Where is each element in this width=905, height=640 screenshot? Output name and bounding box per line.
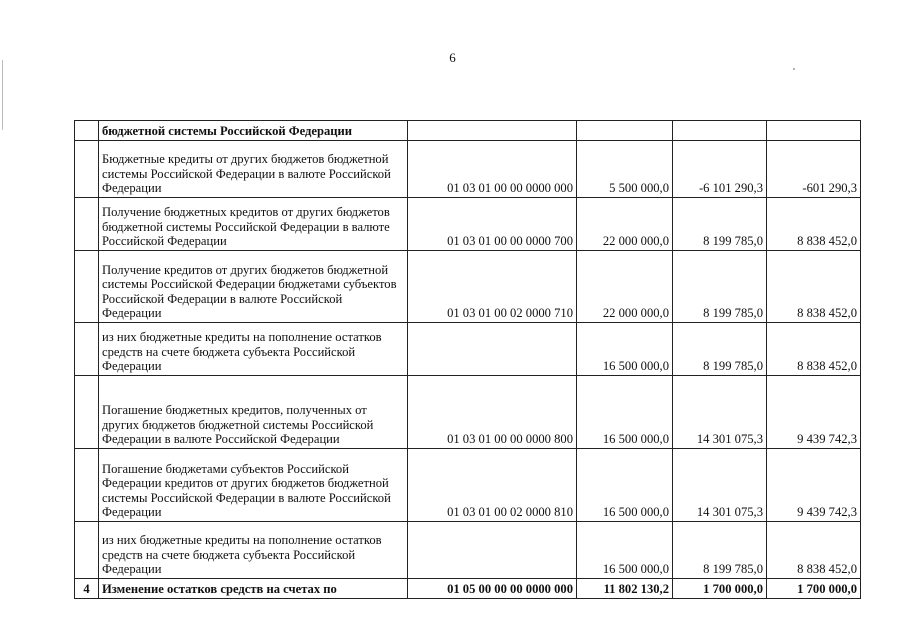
- amount-year3-cell: 9 439 742,3: [767, 449, 861, 522]
- table-row: [75, 323, 861, 376]
- budget-code-cell: [408, 323, 577, 376]
- budget-code-cell: [408, 522, 577, 579]
- budget-code-cell: 01 05 00 00 00 0000 000: [408, 579, 577, 599]
- amount-year1-cell: 16 500 000,0: [577, 449, 673, 522]
- description-cell: Погашение бюджетных кредитов, полученных от других бюджетов бюджетной системы Российской Федерации в валюте Российской Федерации: [99, 376, 408, 449]
- budget-code-cell: [408, 121, 577, 141]
- amount-year2-cell: -6 101 290,3: [673, 141, 767, 198]
- budget-code-cell: 01 03 01 00 00 0000 000: [408, 141, 577, 198]
- row-number-cell: [75, 323, 99, 376]
- amount-year3-cell: 1 700 000,0: [767, 579, 861, 599]
- amount-year3-cell: 8 838 452,0: [767, 323, 861, 376]
- row-number-cell: [75, 449, 99, 522]
- amount-year2-cell: 8 199 785,0: [673, 323, 767, 376]
- table-row: [75, 449, 861, 522]
- table-row: [75, 579, 861, 599]
- amount-year2-cell: 8 199 785,0: [673, 198, 767, 251]
- description-cell: Изменение остатков средств на счетах по: [99, 579, 408, 599]
- amount-year1-cell: 5 500 000,0: [577, 141, 673, 198]
- amount-year1-cell: 16 500 000,0: [577, 376, 673, 449]
- amount-year2-cell: 14 301 075,3: [673, 449, 767, 522]
- amount-year3-cell: 9 439 742,3: [767, 376, 861, 449]
- budget-code-cell: 01 03 01 00 02 0000 810: [408, 449, 577, 522]
- scan-edge-line: [2, 60, 3, 130]
- amount-year2-cell: 8 199 785,0: [673, 522, 767, 579]
- table-row: [75, 251, 861, 323]
- table-row: [75, 522, 861, 579]
- amount-year2-cell: 1 700 000,0: [673, 579, 767, 599]
- description-cell: из них бюджетные кредиты на пополнение остатков средств на счете бюджета субъекта Российской Федерации: [99, 522, 408, 579]
- description-cell: бюджетной системы Российской Федерации: [99, 121, 408, 141]
- row-number-cell: [75, 141, 99, 198]
- amount-year1-cell: 16 500 000,0: [577, 323, 673, 376]
- amount-year1-cell: 22 000 000,0: [577, 251, 673, 323]
- amount-year2-cell: 8 199 785,0: [673, 251, 767, 323]
- row-number-cell: [75, 522, 99, 579]
- description-cell: Получение бюджетных кредитов от других бюджетов бюджетной системы Российской Федерации в валюте Российской Федерации: [99, 198, 408, 251]
- budget-code-cell: 01 03 01 00 00 0000 800: [408, 376, 577, 449]
- row-number-cell: [75, 376, 99, 449]
- budget-code-cell: 01 03 01 00 00 0000 700: [408, 198, 577, 251]
- amount-year3-cell: -601 290,3: [767, 141, 861, 198]
- amount-year1-cell: 16 500 000,0: [577, 522, 673, 579]
- table-row: [75, 376, 861, 449]
- table-row: [75, 198, 861, 251]
- table-row: [75, 121, 861, 141]
- row-number-cell: [75, 251, 99, 323]
- amount-year2-cell: [673, 121, 767, 141]
- table-row: [75, 141, 861, 198]
- amount-year3-cell: [767, 121, 861, 141]
- description-cell: из них бюджетные кредиты на пополнение остатков средств на счете бюджета субъекта Российской Федерации: [99, 323, 408, 376]
- amount-year3-cell: 8 838 452,0: [767, 198, 861, 251]
- row-number-cell: [75, 198, 99, 251]
- amount-year2-cell: 14 301 075,3: [673, 376, 767, 449]
- budget-sources-table: [74, 120, 861, 599]
- row-number-cell: 4: [75, 579, 99, 599]
- amount-year1-cell: 22 000 000,0: [577, 198, 673, 251]
- description-cell: Погашение бюджетами субъектов Российской Федерации кредитов от других бюджетов бюджетной системы Российской Федерации в валюте Российской Федерации: [99, 449, 408, 522]
- budget-code-cell: 01 03 01 00 02 0000 710: [408, 251, 577, 323]
- description-cell: Получение кредитов от других бюджетов бюджетной системы Российской Федерации бюджетами субъектов Российской Федерации в валюте Российской Федерации: [99, 251, 408, 323]
- scan-speck: [793, 68, 795, 70]
- amount-year3-cell: 8 838 452,0: [767, 251, 861, 323]
- page-number: 6: [449, 50, 456, 65]
- description-cell: Бюджетные кредиты от других бюджетов бюджетной системы Российской Федерации в валюте Российской Федерации: [99, 141, 408, 198]
- amount-year1-cell: 11 802 130,2: [577, 579, 673, 599]
- row-number-cell: [75, 121, 99, 141]
- amount-year3-cell: 8 838 452,0: [767, 522, 861, 579]
- amount-year1-cell: [577, 121, 673, 141]
